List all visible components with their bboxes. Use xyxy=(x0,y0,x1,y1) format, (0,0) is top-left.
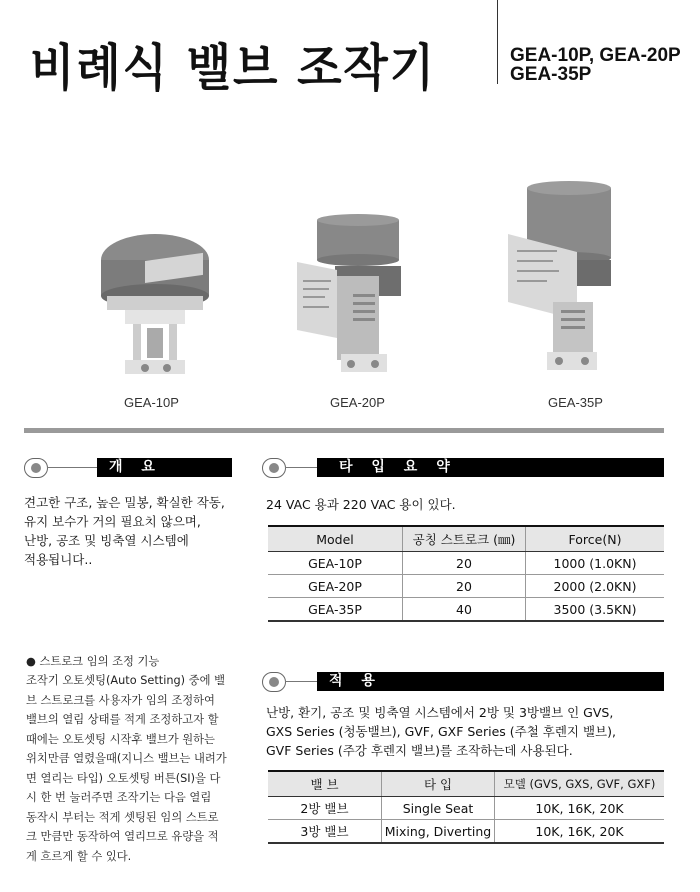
circle-bullet-icon xyxy=(262,672,286,692)
table-row: GEA-20P 20 2000 (2.0KN) xyxy=(268,575,664,598)
table-row: 2방 밸브 Single Seat 10K, 16K, 20K xyxy=(268,797,664,820)
circle-bullet-icon xyxy=(262,458,286,478)
model-list xyxy=(510,46,681,84)
photo-caption-3: GEA-35P xyxy=(548,395,603,410)
stroke-heading: ● 스트로크 임의 조정 기능 xyxy=(26,655,160,668)
stroke-text: 조작기 오토셋팅(Auto Setting) 중에 밸 브 스트로크를 사용자가 임의 조정하여 밸브의 열림 상태를 적게 조정하고자 할 때에는 오토셋팅 시작후 밸브가 원하는 위치만큼 열렸을때(지니스 밸브는 내려가 면 열리는 타입) 오토셋팅 버튼(SI)을 다 시 한 번 눌러주면 조작기는 다음 열림 동작시 부터는 적게 셋팅된 임의 스트로 크 만큼만 동작하여 열리므로 유량을 적 게 흐르게 할 수 있다. xyxy=(26,674,227,863)
type-summary-heading: 타 입 요 약 xyxy=(262,458,664,478)
page-title: 비례식 밸브 조작기 xyxy=(30,39,436,97)
application-text: 난방, 환기, 공조 및 빙축열 시스템에서 2방 및 3방밸브 인 GVS, GXS Series (청동밸브), GVF, GXF Series (주철 후렌지 밸브), GVF Series (주강 후렌지 밸브)를 조작하는데 사용된다. xyxy=(266,705,616,758)
actuator-photo-gea-10p xyxy=(95,230,225,385)
table-row: GEA-10P 20 1000 (1.0KN) xyxy=(268,552,664,575)
header-divider xyxy=(497,0,498,84)
type-summary-table: Model 공칭 스트로크 (㎜) Force(N) GEA-10P 20 1000 (1.0KN) GEA-20P 20 2000 (2.0KN) GEA-35P 40 3500 (3.5KN) xyxy=(268,525,664,622)
type-summary-text: 24 VAC 용과 220 VAC 용이 있다. xyxy=(266,497,456,512)
application-table: 밸 브 타 입 모델 (GVS, GXS, GVF, GXF) 2방 밸브 Single Seat 10K, 16K, 20K 3방 밸브 Mixing, Diverting 10K, 16K, 20K xyxy=(268,770,664,844)
actuator-photo-gea-20p xyxy=(295,214,410,384)
overview-heading: 개 요 xyxy=(24,458,232,478)
table-row: GEA-35P 40 3500 (3.5KN) xyxy=(268,598,664,622)
photo-caption-1: GEA-10P xyxy=(124,395,179,410)
model-line-1: GEA-10P, GEA-20P xyxy=(510,45,681,66)
section-divider xyxy=(24,428,664,433)
overview-text: 견고한 구조, 높은 밀봉, 확실한 작동, 유지 보수가 거의 필요치 않으며, 난방, 공조 및 빙축열 시스템에 적용됩니다.. xyxy=(24,495,225,567)
photo-caption-2: GEA-20P xyxy=(330,395,385,410)
actuator-photo-gea-35p xyxy=(505,180,620,380)
circle-bullet-icon xyxy=(24,458,48,478)
application-heading: 적 용 xyxy=(262,672,664,692)
model-line-2: GEA-35P xyxy=(510,64,592,85)
table-row: 3방 밸브 Mixing, Diverting 10K, 16K, 20K xyxy=(268,820,664,844)
